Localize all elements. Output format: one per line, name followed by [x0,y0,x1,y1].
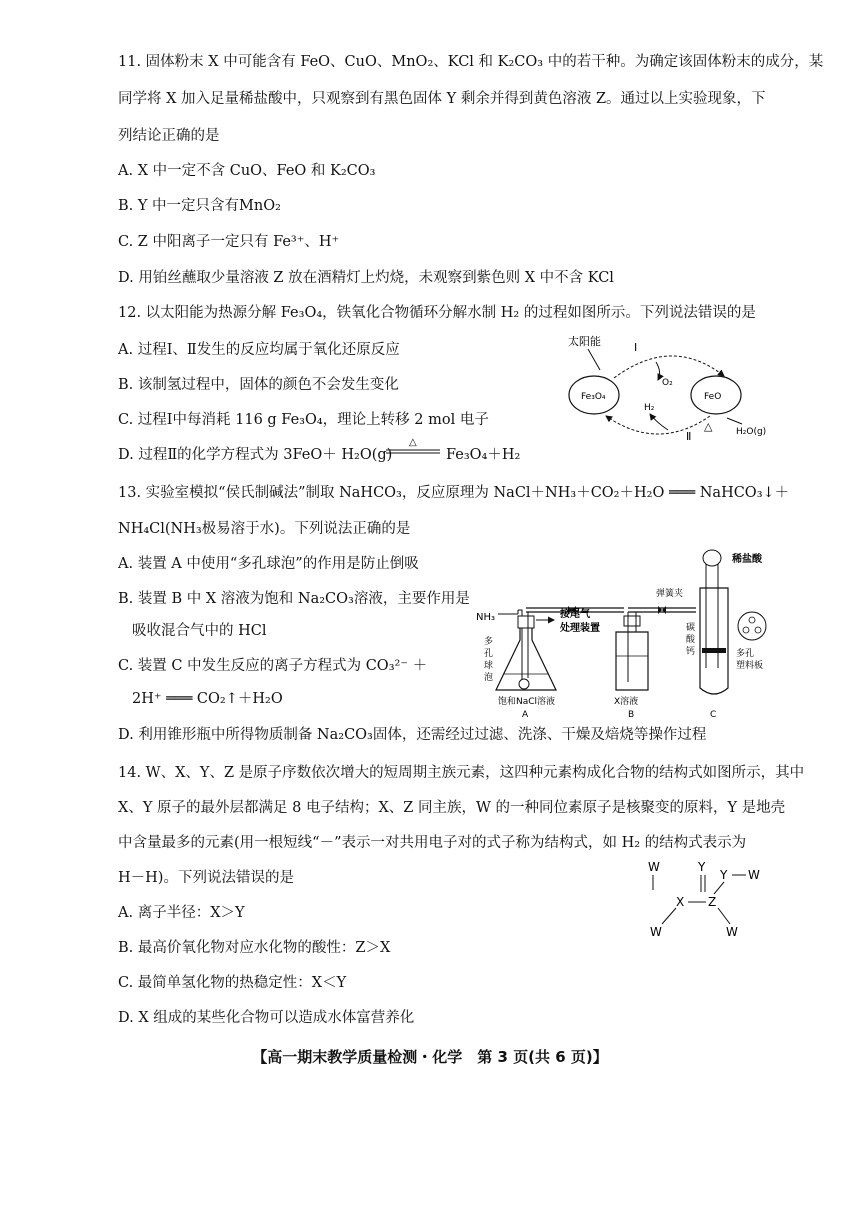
q11-stem-line-3: 列结论正确的是 [118,128,220,144]
atom-w-right: W [748,868,760,882]
bubble-label-2: 孔 [484,649,494,659]
q14-stem-line-1: 14. W、X、Y、Z 是原子序数依次增大的短周期主族元素，这四种元素构成化合物的结构式如图所示，其中 [118,765,805,781]
tail-gas-label-2: 处理装置 [560,623,600,634]
process-1-label: Ⅰ [634,341,638,354]
bubble-label-3: 球 [484,661,494,671]
q14-option-b: B. 最高价氧化物对应水化物的酸性：Z＞X [118,940,391,956]
iron-oxide-cycle-diagram [562,330,802,442]
apparatus-a-label: A [522,710,529,720]
atom-w-top: W [648,860,660,874]
q14-stem-line-4: H－H)。下列说法错误的是 [118,870,294,886]
q14-option-d: D. X 组成的某些化合物可以造成水体富营养化 [118,1010,415,1026]
q12-option-b: B. 该制氢过程中，固体的颜色不会发生变化 [118,377,399,393]
nacl-solution-label: 饱和NaCl溶液 [498,697,556,707]
q13-option-a: A. 装置 A 中使用“多孔球泡”的作用是防止倒吸 [118,556,419,572]
q11-stem-line-1: 11. 固体粉末 X 中可能含有 FeO、CuO、MnO₂、KCl 和 K₂CO₃ 中的若干种。为确定该固体粉末的成分，某 [118,54,824,70]
page-footer: 【高一期末教学质量检测・化学 第 3 页(共 6 页)】 [252,1048,608,1066]
q11-option-a: A. X 中一定不含 CuO、FeO 和 K₂CO₃ [118,163,376,179]
dilute-hcl-label: 稀盐酸 [732,554,762,565]
q13-option-b: B. 装置 B 中 X 溶液为饱和 Na₂CO₃溶液，主要作用是 [118,591,470,607]
q13-stem-line-1: 13. 实验室模拟“侯氏制碱法”制取 NaHCO₃，反应原理为 NaCl＋NH₃＋CO₂＋H₂O ═══ NaHCO₃↓＋ [118,485,790,501]
atom-x: X [676,895,685,909]
q12-option-c: C. 过程Ⅰ中每消耗 116 g Fe₃O₄，理论上转移 2 mol 电子 [118,412,489,428]
q13-option-c-cont: 2H⁺ ═══ CO₂↑＋H₂O [132,691,283,707]
porous-plate-label-2: 塑料板 [736,661,764,671]
atom-y-right: Y [720,868,728,882]
apparatus-b-label: B [628,710,635,720]
q13-option-c: C. 装置 C 中发生反应的离子方程式为 CO₃²⁻ ＋ [118,658,428,674]
o2-label: O₂ [662,378,673,388]
feo-label: FeO [704,392,722,402]
bubble-label-1: 多 [484,637,494,647]
q12-option-a: A. 过程Ⅰ、Ⅱ发生的反应均属于氧化还原反应 [118,342,400,358]
q13-stem-line-2: NH₄Cl(NH₃极易溶于水)。下列说法正确的是 [118,521,411,537]
clamp-label: 弹簧夹 [656,589,684,599]
heat-label: △ [704,420,713,433]
hou-process-apparatus [474,548,774,724]
caco3-label-2: 酸 [686,635,696,645]
atom-w-bottom-left: W [650,925,662,939]
q11-option-d: D. 用铂丝蘸取少量溶液 Z 放在酒精灯上灼烧，未观察到紫色则 X 中不含 KCl [118,270,614,286]
heat-triangle: △ [409,437,417,448]
process-2-label: Ⅱ [686,430,692,442]
q11-option-b: B. Y 中一定只含有MnO₂ [118,198,281,214]
q13-option-d: D. 利用锥形瓶中所得物质制备 Na₂CO₃固体，还需经过过滤、洗涤、干燥及焙烧等操作过程 [118,727,707,743]
q11-option-c: C. Z 中阳离子一定只有 Fe³⁺、H⁺ [118,234,340,250]
q14-option-a: A. 离子半径：X＞Y [118,905,245,921]
solar-energy-label: 太阳能 [568,335,601,348]
atom-z: Z [708,895,717,909]
heat-equal-sign [384,436,444,462]
q12-option-d-product: Fe₃O₄＋H₂ [446,447,521,463]
nh3-label: NH₃ [476,612,496,623]
atom-w-bottom-right: W [726,925,738,939]
q14-stem-line-2: X、Y 原子的最外层都满足 8 电子结构；X、Z 同主族，W 的一种同位素原子是核聚变的原料，Y 是地壳 [118,800,786,816]
caco3-label-3: 钙 [686,647,696,657]
q14-option-c: C. 最简单氢化物的热稳定性：X＜Y [118,975,347,991]
apparatus-c-label: C [710,710,717,720]
x-solution-label: X溶液 [614,697,639,707]
caco3-label-1: 碳 [686,623,696,633]
q12-option-d: D. 过程Ⅱ的化学方程式为 3FeO＋ H₂O(g) [118,447,393,463]
q11-stem-line-2: 同学将 X 加入足量稀盐酸中，只观察到有黑色固体 Y 剩余并得到黄色溶液 Z。通过以上实验现象，下 [118,91,766,107]
tail-gas-label: 接尾气 [560,609,590,620]
porous-plate-label-1: 多孔 [736,649,755,659]
structural-formula [640,858,770,942]
q12-stem: 12. 以太阳能为热源分解 Fe₃O₄，铁氧化合物循环分解水制 H₂ 的过程如图所示。下列说法错误的是 [118,305,756,321]
fe3o4-label: Fe₃O₄ [581,392,606,402]
bubble-label-4: 泡 [484,673,494,683]
water-vapor-label: H₂O(g) [736,427,767,437]
q13-option-b-cont: 吸收混合气中的 HCl [132,623,267,639]
atom-y-top: Y [698,860,706,874]
q14-stem-line-3: 中含量最多的元素(用一根短线“－”表示一对共用电子对的式子称为结构式，如 H₂ 的结构式表示为 [118,835,747,851]
h2-label: H₂ [644,403,655,413]
